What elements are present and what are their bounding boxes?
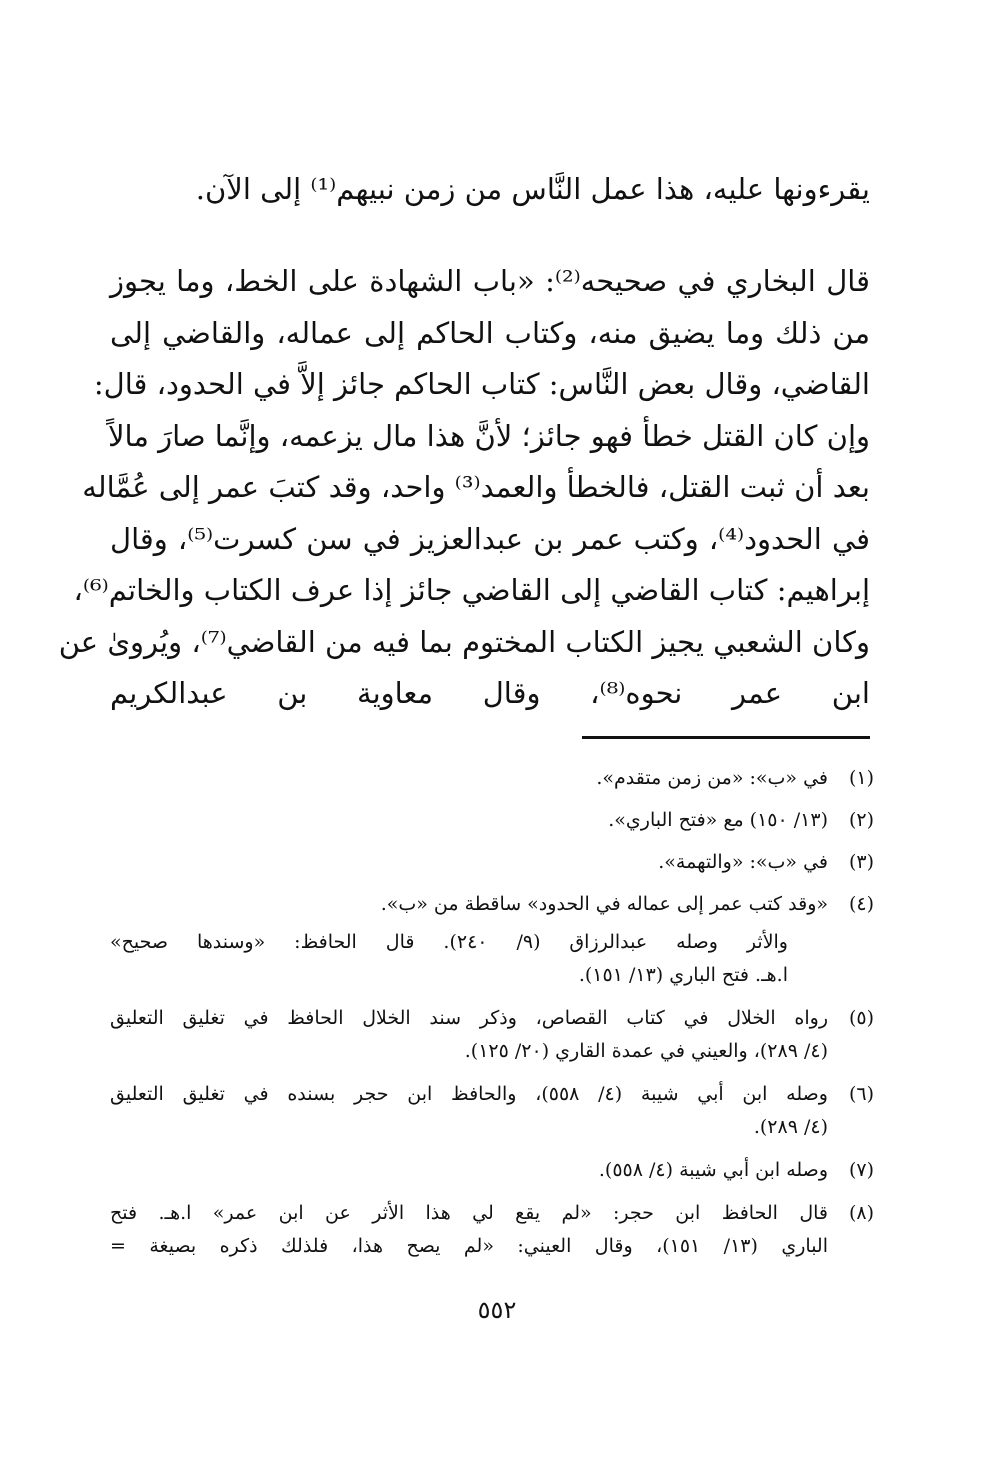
footnote-7 <box>110 1154 874 1187</box>
footnote-line: رواه الخلال في كتاب القصاص، وذكر سند الخلال الحافظ في تغليق التعليق <box>110 1007 828 1029</box>
footnote-1 <box>110 762 874 795</box>
text-line: وإن كان القتل خطأ فهو جائز؛ لأنَّ هذا مال يزعمه، وإنَّما صارَ مالاً <box>107 418 870 453</box>
footnote-body <box>110 1154 828 1187</box>
footnote-number <box>828 926 874 992</box>
text-line: من ذلك وما يضيق منه، وكتاب الحاكم إلى عماله، والقاضي إلى <box>110 315 870 350</box>
footnote-line: (٤/ ٢٨٩). <box>753 1116 828 1138</box>
footnote-line: والأثر وصله عبدالرزاق (٩/ ٢٤٠). قال الحافظ: «وسندها صحيح» <box>110 931 788 953</box>
footnote-body <box>110 804 828 837</box>
footnote-line: ا.هـ. فتح الباري (١٣/ ١٥١). <box>578 964 788 986</box>
footnote-line: في «ب»: «والتهمة». <box>658 851 828 873</box>
footnote-number: (٤) <box>848 893 874 915</box>
footnote-number: (٢) <box>848 809 874 831</box>
footnotes <box>110 762 874 1263</box>
footnote-line: قال الحافظ ابن حجر: «لم يقع لي هذا الأثر عن ابن عمر» ا.هـ. فتح <box>110 1202 828 1224</box>
footnote-line: الباري (١٣/ ١٥١)، وقال العيني: «لم يصح هذا، فلذلك ذكره بصيغة = <box>110 1235 829 1257</box>
footnote-2 <box>110 804 874 837</box>
main-paragraph-1 <box>110 164 870 216</box>
footnote-body <box>110 1197 828 1263</box>
footnote-5 <box>110 1002 874 1068</box>
footnote-line: وصله ابن أبي شيبة (٤/ ٥٥٨)، والحافظ ابن حجر بسنده في تغليق التعليق <box>110 1083 828 1105</box>
footnote-8 <box>110 1197 874 1263</box>
text-line: قال البخاري في صحيحه⁽²⁾: «باب الشهادة على الخط، وما يجوز <box>110 264 870 298</box>
text-line: إبراهيم: كتاب القاضي إلى القاضي جائز إذا عرف الكتاب والخاتم⁽⁶⁾، <box>73 573 870 607</box>
footnote-number: (٥) <box>848 1007 874 1029</box>
footnote-body <box>110 846 828 879</box>
footnote-4 <box>110 888 874 921</box>
footnote-line: وصله ابن أبي شيبة (٤/ ٥٥٨). <box>598 1159 828 1181</box>
text-line: في الحدود⁽⁴⁾، وكتب عمر بن عبدالعزيز في سن كسرت⁽⁵⁾، وقال <box>110 521 870 556</box>
footnote-line: (٤/ ٢٨٩)، والعيني في عمدة القاري (٢٠/ ١٢٥). <box>464 1040 828 1062</box>
footnote-line: في «ب»: «من زمن متقدم». <box>596 767 828 789</box>
footnote-body <box>110 888 828 921</box>
footnote-separator <box>582 736 870 739</box>
footnote-3 <box>110 846 874 879</box>
footnote-number: (٨) <box>848 1202 874 1224</box>
text-line: بعد أن ثبت القتل، فالخطأ والعمد⁽³⁾ واحد، وقد كتبَ عمر إلى عُمَّاله <box>82 470 870 504</box>
text-line: القاضي، وقال بعض النَّاس: كتاب الحاكم جائز إلاَّ في الحدود، قال: <box>93 367 870 401</box>
footnote-body <box>110 1078 828 1144</box>
text-line: ابن عمر نحوه⁽⁸⁾، وقال معاوية بن عبدالكريم <box>110 676 870 710</box>
footnote-body <box>110 1002 828 1068</box>
footnote-number: (٦) <box>848 1083 874 1105</box>
footnote-6 <box>110 1078 874 1144</box>
text-line: يقرءونها عليه، هذا عمل النَّاس من زمن نبيهم⁽¹⁾ إلى الآن. <box>195 172 870 206</box>
footnote-body <box>110 762 828 795</box>
footnote-number: (٣) <box>848 851 874 873</box>
footnote-line: (١٣/ ١٥٠) مع «فتح الباري». <box>608 809 828 831</box>
footnote-number: (١) <box>848 767 874 789</box>
footnote-line: «وقد كتب عمر إلى عماله في الحدود» ساقطة من «ب». <box>380 893 828 915</box>
footnote-number: (٧) <box>848 1159 874 1181</box>
footnote-body <box>110 926 828 992</box>
footnote-4-continued <box>110 926 874 992</box>
main-paragraph-2 <box>58 256 870 720</box>
page-number: ٥٥٢ <box>477 1296 517 1324</box>
text-line: وكان الشعبي يجيز الكتاب المختوم بما فيه من القاضي⁽⁷⁾، ويُروىٰ عن <box>58 624 870 659</box>
